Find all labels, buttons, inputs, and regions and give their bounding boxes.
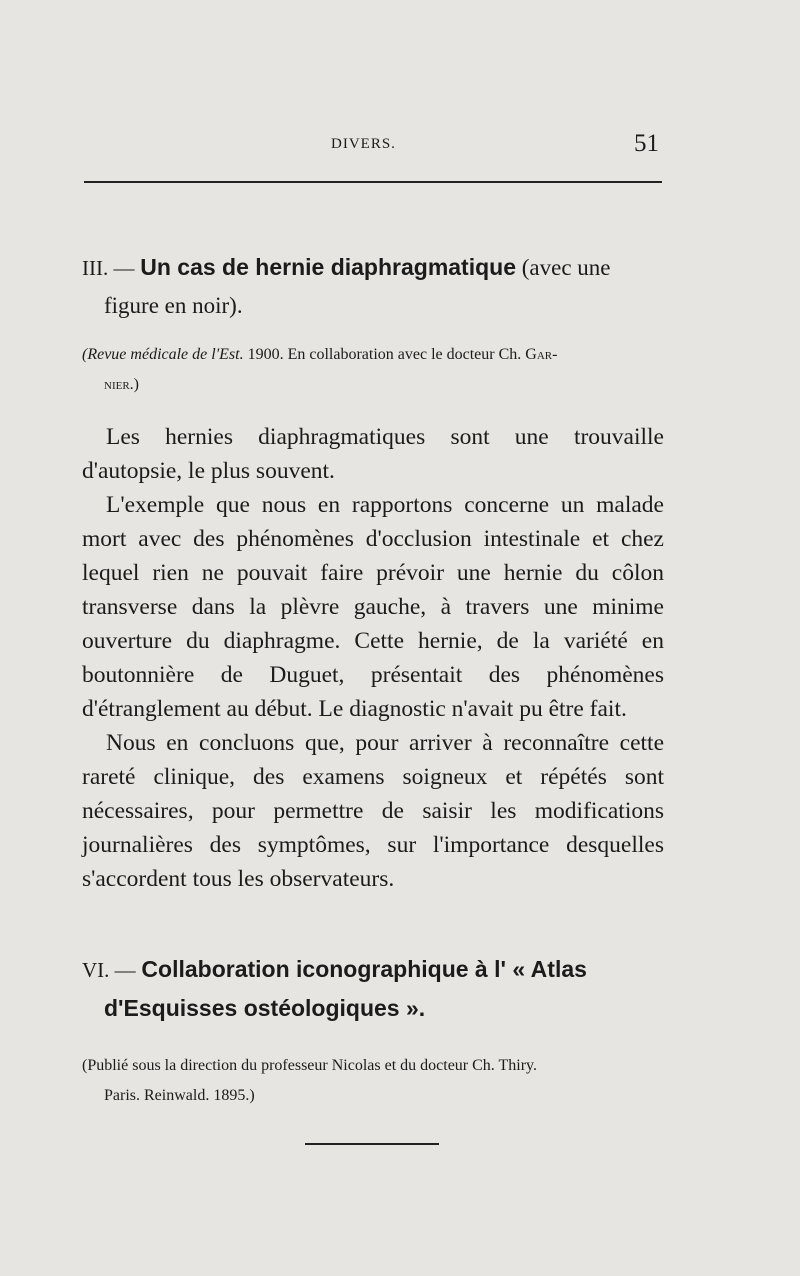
page-number: 51 [634, 130, 659, 157]
section-vi [82, 950, 664, 1111]
section-title-continuation: figure en noir). [104, 293, 243, 318]
reference-close: .) [129, 376, 139, 393]
publication-reference [82, 1051, 664, 1111]
body-text [82, 420, 664, 896]
section-title-continuation: d'Esquisses ostéologiques ». [104, 995, 426, 1021]
header-rule [84, 181, 662, 183]
section-number: III. — [82, 256, 135, 280]
section-iii [82, 248, 664, 896]
running-title: DIVERS. [331, 136, 396, 152]
journal-name: (Revue médicale de l'Est. [82, 346, 244, 363]
paragraph: Nous en concluons que, pour arriver à reconnaître cette rareté clinique, des examens soigneux et répétés sont nécessaires, pour permettre de saisir les modifications journalières des symptômes, sur l'importance desquelles s'accordent tous les observateurs. [82, 730, 664, 892]
author-name-part1: Gar- [525, 346, 558, 363]
publication-reference [82, 340, 664, 400]
section-number: VI. — [82, 958, 136, 982]
section-title: Un cas de hernie diaphragmatique [140, 254, 516, 280]
running-head [0, 130, 800, 157]
reference-line: Paris. Reinwald. 1895.) [104, 1087, 255, 1104]
end-rule [305, 1143, 439, 1145]
paragraph: Les hernies diaphragmatiques sont une trouvaille d'autopsie, le plus souvent. [82, 424, 664, 484]
reference-line: (Publié sous la direction du professeur Nicolas et du docteur Ch. Thiry. [82, 1057, 538, 1074]
paragraph: L'exemple que nous en rapportons concerne un malade mort avec des phénomènes d'occlusion intestinale et chez lequel rien ne pouvait faire prévoir une hernie du côlon transverse dans la plèvre gauche, à travers une minime ouverture du diaphragme. Cette hernie, de la variété en boutonnière de Duguet, présentait des phénomènes d'étranglement au début. Le diagnostic n'avait pu être fait. [82, 492, 664, 722]
section-heading [82, 950, 664, 1027]
reference-text: 1900. En collaboration avec le docteur Ch. [247, 346, 522, 363]
section-title-suffix: (avec une [521, 255, 611, 280]
section-heading [82, 248, 664, 325]
section-title: Collaboration iconographique à l' « Atlas [141, 956, 587, 982]
author-name-part2: nier [104, 376, 130, 393]
